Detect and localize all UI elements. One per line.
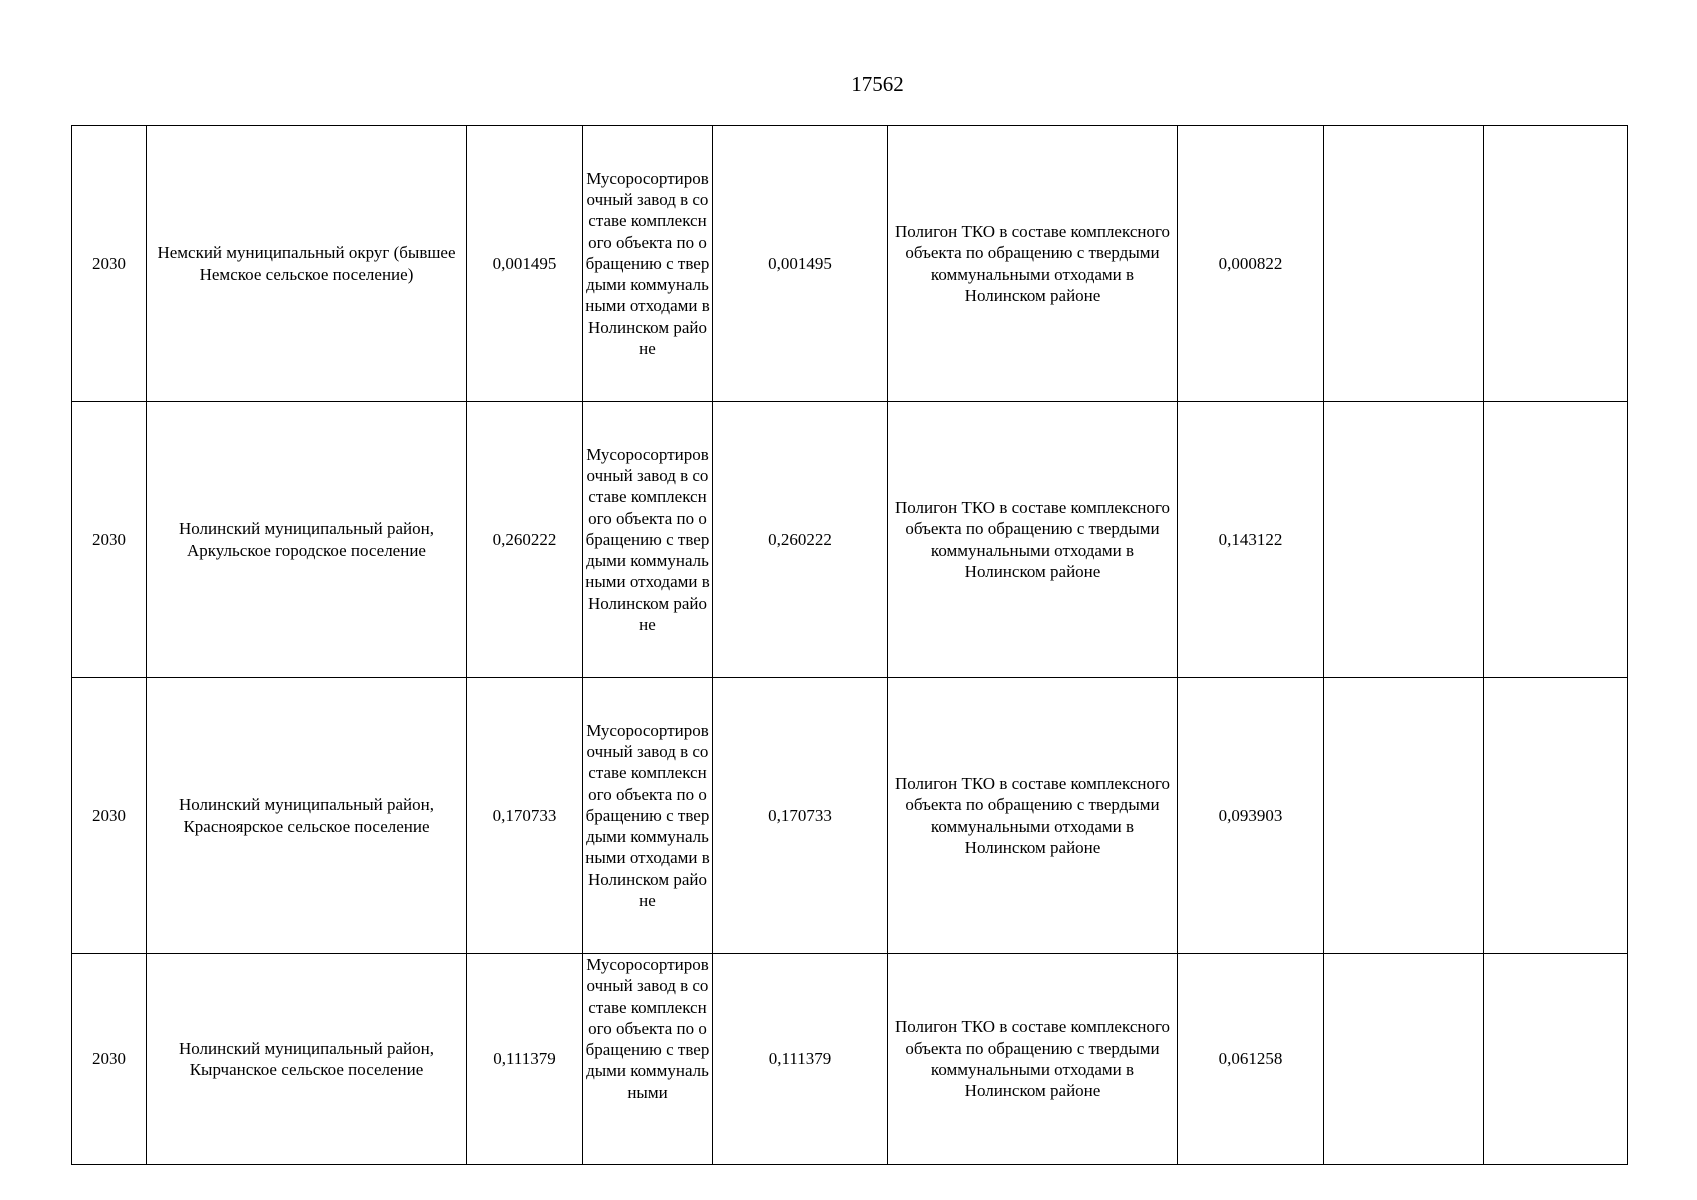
sorting-facility-text: Мусоросортировочный завод в составе комплексного объекта по обращению с твердыми коммунальными отходами в Нолинском районе [585, 444, 710, 635]
landfill-mass-cell: 0,093903 [1178, 678, 1324, 954]
empty-cell [1484, 126, 1628, 402]
sorting-facility-cell [583, 954, 713, 1165]
sorting-facility-cell [583, 402, 713, 678]
transferred-mass-cell: 0,170733 [713, 678, 888, 954]
waste-mass-cell: 0,260222 [467, 402, 583, 678]
waste-mass-cell: 0,001495 [467, 126, 583, 402]
municipality-cell: Нолинский муниципальный район, Аркульское городское поселение [147, 402, 467, 678]
empty-cell [1484, 954, 1628, 1165]
empty-cell [1324, 954, 1484, 1165]
landfill-facility-cell: Полигон ТКО в составе комплексного объекта по обращению с твердыми коммунальными отходами в Нолинском районе [888, 402, 1178, 678]
municipality-cell: Немский муниципальный округ (бывшее Немское сельское поселение) [147, 126, 467, 402]
municipality-cell: Нолинский муниципальный район, Кырчанское сельское поселение [147, 954, 467, 1165]
empty-cell [1324, 402, 1484, 678]
landfill-facility-cell: Полигон ТКО в составе комплексного объекта по обращению с твердыми коммунальными отходами в Нолинском районе [888, 678, 1178, 954]
year-cell: 2030 [72, 954, 147, 1165]
landfill-mass-cell: 0,061258 [1178, 954, 1324, 1165]
waste-flow-table [71, 125, 1628, 1165]
transferred-mass-cell: 0,001495 [713, 126, 888, 402]
sorting-facility-cell [583, 678, 713, 954]
sorting-facility-text: Мусоросортировочный завод в составе комплексного объекта по обращению с твердыми коммунальными отходами в Нолинском районе [585, 168, 710, 359]
year-cell: 2030 [72, 402, 147, 678]
transferred-mass-cell: 0,260222 [713, 402, 888, 678]
empty-cell [1484, 678, 1628, 954]
table-row [72, 954, 1628, 1165]
municipality-cell: Нолинский муниципальный район, Красноярское сельское поселение [147, 678, 467, 954]
page-number: 17562 [851, 72, 904, 96]
landfill-mass-cell: 0,143122 [1178, 402, 1324, 678]
table-row [72, 126, 1628, 402]
year-cell: 2030 [72, 126, 147, 402]
sorting-facility-text: Мусоросортировочный завод в составе комплексного объекта по обращению с твердыми коммунальными [585, 955, 710, 1102]
landfill-facility-cell: Полигон ТКО в составе комплексного объекта по обращению с твердыми коммунальными отходами в Нолинском районе [888, 126, 1178, 402]
waste-mass-cell: 0,170733 [467, 678, 583, 954]
empty-cell [1484, 402, 1628, 678]
sorting-facility-text: Мусоросортировочный завод в составе комплексного объекта по обращению с твердыми коммунальными отходами в Нолинском районе [585, 720, 710, 911]
landfill-mass-cell: 0,000822 [1178, 126, 1324, 402]
empty-cell [1324, 678, 1484, 954]
table-row [72, 402, 1628, 678]
empty-cell [1324, 126, 1484, 402]
transferred-mass-cell: 0,111379 [713, 954, 888, 1165]
table-row [72, 678, 1628, 954]
sorting-facility-cell [583, 126, 713, 402]
waste-mass-cell: 0,111379 [467, 954, 583, 1165]
year-cell: 2030 [72, 678, 147, 954]
landfill-facility-cell: Полигон ТКО в составе комплексного объекта по обращению с твердыми коммунальными отходами в Нолинском районе [888, 954, 1178, 1165]
